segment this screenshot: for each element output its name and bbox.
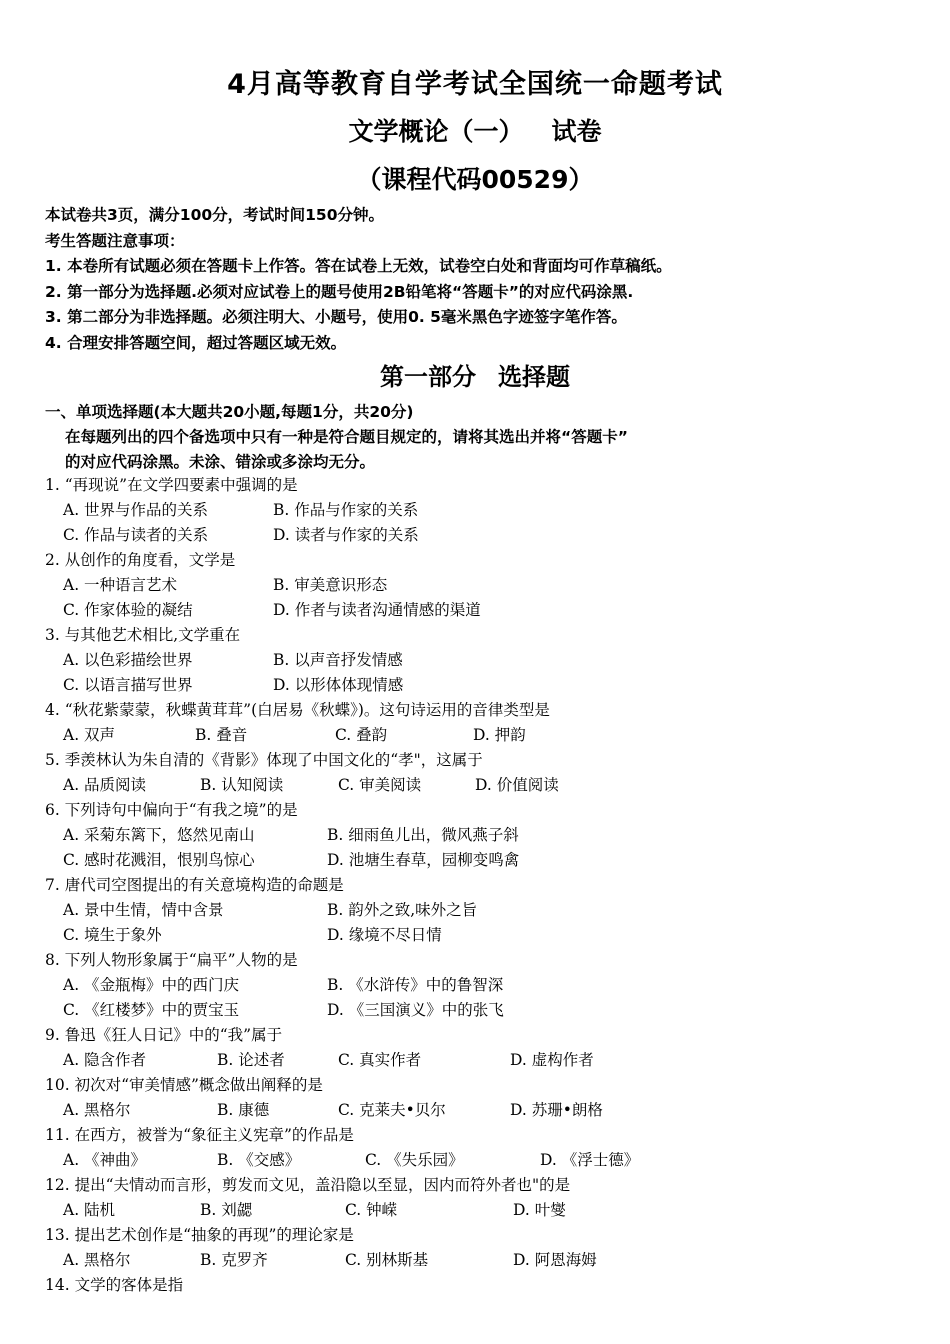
answer-option: B. 作品与作家的关系 xyxy=(273,501,419,519)
exam-title: 4月高等教育自学考试全国统一命题考试 xyxy=(227,69,723,100)
answer-option: B. 韵外之致,味外之旨 xyxy=(327,901,478,919)
subject-line xyxy=(0,112,950,148)
option-row xyxy=(45,573,925,598)
answer-option: D. 池塘生春草，园柳变鸣禽 xyxy=(327,851,520,869)
answer-option: C. 作家体验的凝结 xyxy=(63,601,193,619)
answer-option: C. 《红楼梦》中的贾宝玉 xyxy=(63,1001,240,1019)
answer-option: D. 缘境不尽日情 xyxy=(327,926,442,944)
option-row xyxy=(45,923,925,948)
answer-option: B. 认知阅读 xyxy=(200,776,284,794)
note-line: 2. 第一部分为选择题.必须对应试卷上的题号使用2B铅笔将“答题卡”的对应代码涂黑. xyxy=(45,282,634,301)
answer-option: A. 世界与作品的关系 xyxy=(63,501,209,519)
part-number: 第一部分 xyxy=(380,363,476,391)
option-row xyxy=(45,773,925,798)
answer-option: A. 《金瓶梅》中的西门庆 xyxy=(63,976,240,994)
section-heading: 一、单项选择题(本大题共20小题,每题1分，共20分) xyxy=(45,403,414,421)
answer-option: D. 作者与读者沟通情感的渠道 xyxy=(273,601,481,619)
answer-option: D. 以形体体现情感 xyxy=(273,676,404,694)
answer-option: C. 以语言描写世界 xyxy=(63,676,193,694)
answer-option: B. 细雨鱼儿出，微风燕子斜 xyxy=(327,826,519,844)
answer-option: D. 苏珊•朗格 xyxy=(510,1101,603,1119)
question-stem: 2. 从创作的角度看，文学是 xyxy=(45,551,236,569)
option-row xyxy=(45,723,925,748)
option-row xyxy=(45,523,925,548)
question-stem: 14. 文学的客体是指 xyxy=(45,1276,184,1294)
question-stem: 13. 提出艺术创作是“抽象的再现”的理论家是 xyxy=(45,1226,354,1244)
option-row xyxy=(45,823,925,848)
answer-option: C. 别林斯基 xyxy=(345,1251,429,1269)
section-header xyxy=(45,400,925,475)
answer-option: B. 《交感》 xyxy=(217,1151,301,1169)
answer-option: A. 采菊东篱下，悠然见南山 xyxy=(63,826,255,844)
option-row xyxy=(45,598,925,623)
option-row xyxy=(45,1198,925,1223)
answer-option: B. 克罗齐 xyxy=(200,1251,268,1269)
answer-option: A. 陆机 xyxy=(63,1201,116,1219)
answer-option: A. 品质阅读 xyxy=(63,776,147,794)
subject-name: 文学概论（一） xyxy=(348,117,524,146)
answer-option: C. 审美阅读 xyxy=(338,776,422,794)
answer-option: C. 克莱夫•贝尔 xyxy=(338,1101,446,1119)
option-row xyxy=(45,498,925,523)
answer-option: A. 以色彩描绘世界 xyxy=(63,651,193,669)
answer-option: D. 押韵 xyxy=(473,726,526,744)
question-stem: 10. 初次对“审美情感”概念做出阐释的是 xyxy=(45,1076,323,1094)
answer-option: C. 作品与读者的关系 xyxy=(63,526,209,544)
question-stem: 9. 鲁迅《狂人日记》中的“我”属于 xyxy=(45,1026,283,1044)
answer-option: D. 叶燮 xyxy=(513,1201,566,1219)
question-stem: 1. “再现说”在文学四要素中强调的是 xyxy=(45,476,298,494)
note-line: 1. 本卷所有试题必须在答题卡上作答。答在试卷上无效，试卷空白处和背面均可作草稿纸。 xyxy=(45,257,672,275)
note-line: 考生答题注意事项： xyxy=(45,231,185,250)
answer-option: B. 叠音 xyxy=(195,726,248,744)
option-row xyxy=(45,998,925,1023)
option-row xyxy=(45,1148,925,1173)
section-instruction: 的对应代码涂黑。未涂、错涂或多涂均无分。 xyxy=(65,453,376,471)
answer-option: C. 钟嵘 xyxy=(345,1201,398,1219)
question-stem: 5. 季羡林认为朱自清的《背影》体现了中国文化的“孝"，这属于 xyxy=(45,751,483,769)
answer-option: C. 真实作者 xyxy=(338,1051,422,1069)
answer-option: D. 读者与作家的关系 xyxy=(273,526,419,544)
option-row xyxy=(45,973,925,998)
course-code: （课程代码00529） xyxy=(356,165,594,194)
answer-option: A. 黑格尔 xyxy=(63,1101,131,1119)
answer-option: D. 《浮士德》 xyxy=(540,1151,640,1169)
question-stem: 8. 下列人物形象属于“扁平”人物的是 xyxy=(45,951,298,969)
answer-option: A. 《神曲》 xyxy=(63,1151,147,1169)
answer-option: B. 论述者 xyxy=(217,1051,285,1069)
answer-option: D. 虚构作者 xyxy=(510,1051,594,1069)
note-line: 3. 第二部分为非选择题。必须注明大、小题号，使用0. 5毫米黑色字迹签字笔作答。 xyxy=(45,308,627,326)
question-stem: 4. “秋花紫蒙蒙，秋蝶黄茸茸”(白居易《秋蝶》)。这句诗运用的音律类型是 xyxy=(45,701,550,719)
exam-notes xyxy=(45,203,925,356)
section-instruction: 在每题列出的四个备选项中只有一种是符合题目规定的，请将其选出并将“答题卡” xyxy=(65,428,628,446)
answer-option: B. 刘勰 xyxy=(200,1201,253,1219)
question-stem: 12. 提出“夫情动而言形，剪发而文见，盖沿隐以至显，因内而符外者也"的是 xyxy=(45,1176,571,1194)
option-row xyxy=(45,673,925,698)
question-stem: 3. 与其他艺术相比,文学重在 xyxy=(45,626,241,644)
part-type: 选择题 xyxy=(498,363,570,391)
option-row xyxy=(45,898,925,923)
answer-option: A. 一种语言艺术 xyxy=(63,576,178,594)
option-row xyxy=(45,1098,925,1123)
option-row xyxy=(45,848,925,873)
answer-option: D. 阿恩海姆 xyxy=(513,1251,597,1269)
paper-word: 试卷 xyxy=(551,117,602,146)
question-stem: 11. 在西方，被誉为“象征主义宪章”的作品是 xyxy=(45,1126,354,1144)
answer-option: C. 《失乐园》 xyxy=(365,1151,464,1169)
option-row xyxy=(45,1248,925,1273)
answer-option: C. 境生于象外 xyxy=(63,926,162,944)
answer-option: A. 双声 xyxy=(63,726,116,744)
part-heading xyxy=(0,357,950,392)
question-stem: 6. 下列诗句中偏向于“有我之境”的是 xyxy=(45,801,298,819)
answer-option: B. 以声音抒发情感 xyxy=(273,651,403,669)
answer-option: B. 康德 xyxy=(217,1101,270,1119)
answer-option: C. 叠韵 xyxy=(335,726,388,744)
answer-option: A. 景中生情，情中含景 xyxy=(63,901,224,919)
answer-option: D. 价值阅读 xyxy=(475,776,559,794)
answer-option: B. 审美意识形态 xyxy=(273,576,388,594)
answer-option: A. 隐含作者 xyxy=(63,1051,147,1069)
answer-option: A. 黑格尔 xyxy=(63,1251,131,1269)
question-list xyxy=(45,473,925,1298)
answer-option: D. 《三国演义》中的张飞 xyxy=(327,1001,504,1019)
answer-option: C. 感时花溅泪，恨别鸟惊心 xyxy=(63,851,255,869)
note-line: 本试卷共3页，满分100分，考试时间150分钟。 xyxy=(45,206,384,224)
option-row xyxy=(45,1048,925,1073)
note-line: 4. 合理安排答题空间，超过答题区域无效。 xyxy=(45,333,347,352)
question-stem: 7. 唐代司空图提出的有关意境构造的命题是 xyxy=(45,876,344,894)
answer-option: B. 《水浒传》中的鲁智深 xyxy=(327,976,504,994)
option-row xyxy=(45,648,925,673)
